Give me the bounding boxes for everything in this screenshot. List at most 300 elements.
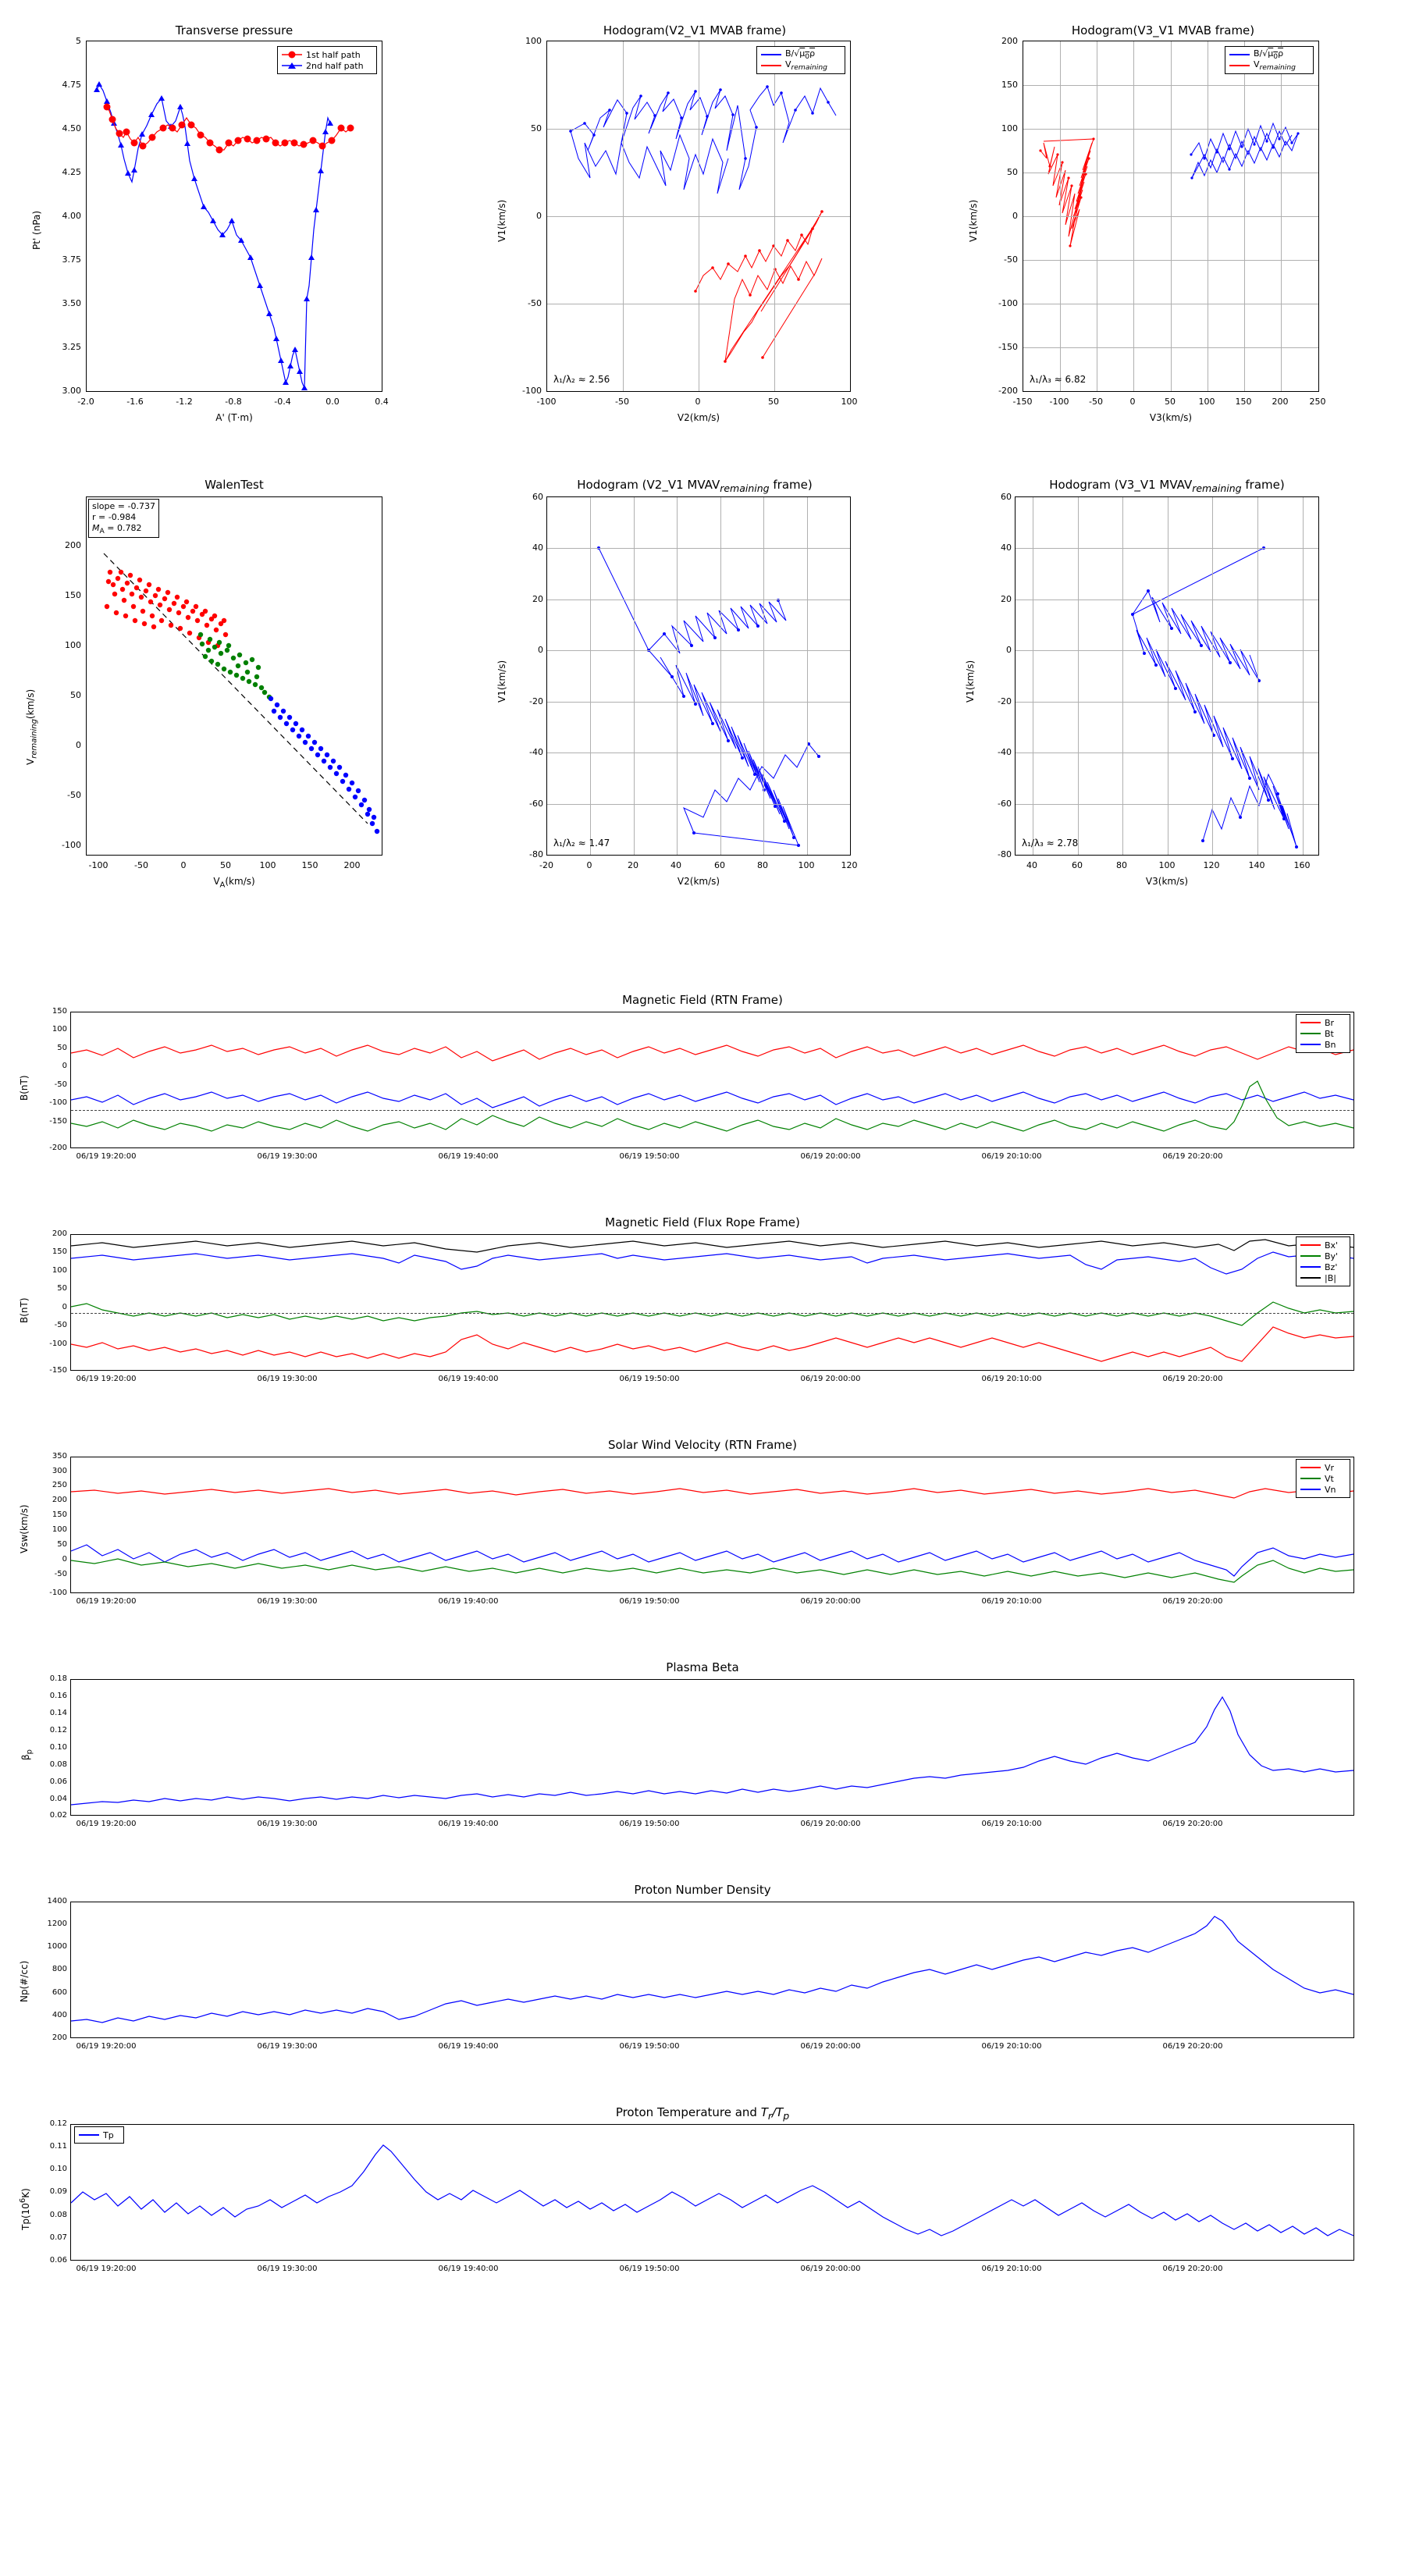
y-tick: 100	[52, 1025, 67, 1034]
y-tick: -20	[998, 696, 1012, 706]
gridline	[1023, 260, 1318, 261]
legend-swatch	[1300, 1489, 1321, 1490]
y-tick: 0.06	[49, 1777, 67, 1786]
gridline	[1023, 347, 1318, 348]
legend-swatch	[1229, 54, 1250, 55]
x-tick: 0.4	[375, 397, 389, 407]
x-tick: -1.6	[126, 397, 144, 407]
legend-label: 1st half path	[306, 49, 361, 60]
x-tick: 06/19 19:30:00	[257, 1152, 318, 1161]
y-tick: 0	[536, 211, 542, 221]
y-tick: 200	[65, 540, 81, 550]
legend-label: Tp	[103, 2129, 114, 2140]
plot-area	[70, 2124, 1354, 2261]
fit-ma: $M_A = 0.782$	[92, 522, 142, 535]
y-tick: -100	[998, 298, 1018, 308]
y-tick: 50	[531, 123, 542, 133]
x-tick: 06/19 19:20:00	[76, 1375, 137, 1383]
x-tick: 40	[1026, 860, 1037, 870]
x-tick: 250	[1309, 397, 1326, 407]
y-tick: -50	[54, 1080, 67, 1089]
y-tick: -50	[1004, 254, 1018, 265]
x-tick: 06/19 20:20:00	[1162, 1152, 1223, 1161]
y-tick: 150	[52, 1247, 67, 1256]
y-tick: -150	[49, 1117, 67, 1126]
eigenvalue-ratio-annotation: λ₁/λ₃ ≈ 2.78	[1022, 838, 1079, 849]
y-tick: 0.16	[49, 1692, 67, 1700]
panel-title: Magnetic Field (RTN Frame)	[622, 993, 783, 1007]
x-tick: -1.2	[176, 397, 193, 407]
plot-area	[546, 496, 851, 856]
y-tick: -80	[529, 849, 543, 859]
panel-hodogram-v3v1-mvab	[937, 0, 1405, 453]
x-tick: 06/19 19:30:00	[257, 1375, 318, 1383]
y-tick: -100	[62, 840, 81, 850]
gridline	[1303, 497, 1304, 855]
legend	[1296, 1236, 1350, 1286]
y-tick: 0.08	[49, 1760, 67, 1769]
legend-label: Bz'	[1325, 1261, 1338, 1272]
gridline	[547, 548, 850, 549]
x-tick: -50	[615, 397, 629, 407]
panel-proton-temperature	[0, 2096, 1405, 2322]
legend-swatch	[761, 54, 781, 55]
x-tick: 06/19 20:00:00	[800, 1820, 861, 1828]
x-tick: 06/19 20:00:00	[800, 1152, 861, 1161]
legend-label: $V_{remaining}$	[785, 59, 827, 73]
y-tick: 0.02	[49, 1811, 67, 1820]
zero-reference-line	[71, 1110, 1353, 1111]
y-tick: 200	[52, 1496, 67, 1504]
x-tick: 06/19 20:10:00	[981, 1597, 1042, 1606]
legend-label: 2nd half path	[306, 60, 364, 71]
x-tick: 06/19 20:20:00	[1162, 1820, 1223, 1828]
y-tick: 0.11	[49, 2142, 67, 2151]
y-tick: 0	[76, 740, 81, 750]
x-tick: 80	[757, 860, 768, 870]
x-tick: 06/19 20:10:00	[981, 2265, 1042, 2273]
x-tick: 50	[768, 397, 779, 407]
x-tick: 150	[1235, 397, 1252, 407]
x-tick: 06/19 19:40:00	[438, 1152, 499, 1161]
gridline	[763, 497, 764, 855]
legend-label: Bt	[1325, 1028, 1334, 1039]
y-tick: 0	[1006, 645, 1012, 655]
y-tick: -40	[998, 747, 1012, 757]
x-tick: -50	[134, 860, 148, 870]
x-tick: 06/19 20:00:00	[800, 2265, 861, 2273]
y-tick: 0.14	[49, 1709, 67, 1717]
y-axis-label: B(nT)	[19, 1075, 30, 1101]
x-tick: 0	[586, 860, 592, 870]
x-tick: -100	[536, 397, 557, 407]
x-tick: 120	[841, 860, 858, 870]
eigenvalue-ratio-annotation: λ₁/λ₂ ≈ 1.47	[553, 838, 610, 849]
legend-label: $B/√\mu_0\rho$	[1254, 48, 1284, 62]
y-tick: 200	[52, 1229, 67, 1238]
plot-area	[70, 1457, 1354, 1593]
y-tick: 0.12	[49, 1726, 67, 1735]
plot-area	[70, 1679, 1354, 1816]
x-tick: 06/19 20:10:00	[981, 1820, 1042, 1828]
gridline	[1212, 497, 1213, 855]
y-tick: 0	[1012, 211, 1018, 221]
y-tick: 50	[1007, 167, 1018, 177]
legend-label: Vr	[1325, 1462, 1335, 1473]
y-tick: -40	[529, 747, 543, 757]
y-tick: -50	[67, 790, 81, 800]
x-tick: -100	[1049, 397, 1069, 407]
y-tick: 4.25	[62, 167, 81, 177]
x-tick: 160	[1293, 860, 1311, 870]
y-tick: 0.18	[49, 1674, 67, 1683]
legend	[1225, 46, 1314, 74]
y-tick: 60	[1001, 492, 1012, 502]
legend-label: Vn	[1325, 1484, 1336, 1495]
x-tick: 80	[1116, 860, 1127, 870]
transverse-pressure-series	[87, 41, 382, 391]
x-tick: 0	[180, 860, 187, 870]
panel-title: WalenTest	[205, 478, 264, 492]
y-tick: 250	[52, 1481, 67, 1489]
gridline	[547, 129, 850, 130]
x-axis-label: V2(km/s)	[677, 876, 720, 887]
y-tick: -100	[49, 1589, 67, 1597]
x-tick: -100	[88, 860, 108, 870]
x-tick: 150	[301, 860, 318, 870]
x-tick: 06/19 19:40:00	[438, 1820, 499, 1828]
y-tick: -80	[998, 849, 1012, 859]
x-tick: 06/19 19:30:00	[257, 1597, 318, 1606]
x-tick: 120	[1203, 860, 1220, 870]
legend-swatch	[1300, 1478, 1321, 1479]
plot-area	[1023, 41, 1319, 392]
legend-swatch	[1300, 1022, 1321, 1023]
y-tick: 3.25	[62, 342, 81, 352]
gridline	[807, 497, 808, 855]
y-axis-label: B(nT)	[19, 1297, 30, 1323]
gridline	[547, 216, 850, 217]
y-tick: 400	[52, 2011, 67, 2019]
x-tick: 06/19 20:20:00	[1162, 1597, 1223, 1606]
gridline	[1016, 804, 1318, 805]
y-tick: 50	[70, 690, 81, 700]
y-tick: 3.50	[62, 298, 81, 308]
legend-swatch	[79, 2134, 99, 2136]
y-tick: 100	[52, 1525, 67, 1534]
y-tick: 800	[52, 1965, 67, 1973]
x-tick: 06/19 20:20:00	[1162, 1375, 1223, 1383]
x-tick: 0.0	[325, 397, 340, 407]
density-trace	[71, 1902, 1353, 2037]
x-tick: 06/19 19:40:00	[438, 1375, 499, 1383]
x-tick: -50	[1089, 397, 1103, 407]
legend-swatch	[1300, 1244, 1321, 1246]
plot-area	[546, 41, 851, 392]
x-axis-label: $V_A(km/s)$	[213, 876, 255, 890]
panel-title: Proton Number Density	[634, 1883, 771, 1897]
y-axis-label: Vsw(km/s)	[19, 1504, 30, 1553]
gridline	[1023, 85, 1318, 86]
flux-rope-traces	[71, 1235, 1353, 1370]
x-tick: -0.4	[274, 397, 291, 407]
legend-label: Vt	[1325, 1473, 1334, 1484]
x-tick: 06/19 19:40:00	[438, 2265, 499, 2273]
y-axis-label: V1(km/s)	[965, 660, 976, 703]
x-tick: 06/19 19:50:00	[619, 2042, 680, 2051]
fit-statistics-box	[88, 499, 159, 538]
x-tick: 06/19 19:50:00	[619, 2265, 680, 2273]
y-tick: 100	[65, 640, 81, 650]
x-tick: 06/19 19:50:00	[619, 1152, 680, 1161]
y-tick: 50	[57, 1540, 67, 1549]
legend-swatch	[1300, 1467, 1321, 1468]
y-tick: -20	[529, 696, 543, 706]
legend-swatch	[1300, 1266, 1321, 1268]
x-tick: 06/19 20:20:00	[1162, 2042, 1223, 2051]
legend	[1296, 1014, 1350, 1053]
y-axis-label: $\beta_p$	[20, 1749, 34, 1760]
legend-label: By'	[1325, 1251, 1339, 1261]
x-tick: 06/19 19:40:00	[438, 2042, 499, 2051]
x-tick: 200	[1272, 397, 1289, 407]
y-tick: 100	[52, 1266, 67, 1275]
y-tick: 100	[1001, 123, 1018, 133]
x-tick: 100	[1198, 397, 1215, 407]
x-tick: 06/19 19:20:00	[76, 1597, 137, 1606]
y-tick: -100	[522, 386, 542, 396]
panel-title: Plasma Beta	[666, 1660, 739, 1674]
x-tick: 60	[1072, 860, 1083, 870]
panel-title: Hodogram(V2_V1 MVAB frame)	[603, 23, 787, 37]
y-tick: 0.10	[49, 2165, 67, 2173]
panel-title: Proton Temperature and $T_r/T_p$	[615, 2105, 790, 2122]
gridline	[1122, 497, 1123, 855]
gridline	[547, 702, 850, 703]
gridline	[1016, 702, 1318, 703]
y-tick: 0.09	[49, 2187, 67, 2196]
y-tick: 4.00	[62, 211, 81, 221]
x-tick: -2.0	[77, 397, 94, 407]
y-tick: 0	[62, 1555, 67, 1564]
y-tick: 300	[52, 1467, 67, 1475]
zero-reference-line	[71, 1313, 1353, 1314]
x-tick: 06/19 19:20:00	[76, 2265, 137, 2273]
hodogram-traces	[1016, 497, 1318, 855]
gridline	[634, 497, 635, 855]
panel-transverse-pressure	[0, 0, 468, 453]
x-tick: -150	[1012, 397, 1033, 407]
legend-label: Br	[1325, 1017, 1335, 1028]
plot-area	[1015, 496, 1319, 856]
x-tick: 06/19 20:20:00	[1162, 2265, 1223, 2273]
y-tick: 150	[52, 1510, 67, 1519]
plot-area	[86, 496, 382, 856]
legend-swatch	[1300, 1044, 1321, 1045]
y-tick: -200	[49, 1144, 67, 1152]
y-tick: -100	[49, 1098, 67, 1107]
legend-label: Bn	[1325, 1039, 1336, 1050]
gridline	[547, 804, 850, 805]
y-tick: -50	[54, 1570, 67, 1578]
y-tick: -150	[49, 1366, 67, 1375]
y-tick: 4.50	[62, 123, 81, 133]
y-tick: 0.07	[49, 2233, 67, 2242]
y-tick: -150	[998, 342, 1018, 352]
temperature-trace	[71, 2125, 1353, 2260]
panel-magnetic-field-flux-rope	[0, 1206, 1405, 1417]
x-tick: 20	[628, 860, 638, 870]
legend-label: Bx'	[1325, 1240, 1339, 1251]
gridline	[1016, 548, 1318, 549]
y-tick: 0	[62, 1303, 67, 1311]
legend-swatch	[1300, 1255, 1321, 1257]
y-tick: 150	[1001, 80, 1018, 90]
y-tick: -50	[528, 298, 542, 308]
y-tick: 0.12	[49, 2119, 67, 2128]
y-tick: 50	[57, 1284, 67, 1293]
panel-magnetic-field-rtn	[0, 984, 1405, 1194]
legend-marker-triangle	[282, 61, 302, 70]
y-tick: 0.04	[49, 1795, 67, 1803]
panel-title: Solar Wind Velocity (RTN Frame)	[608, 1438, 797, 1452]
legend-marker-circle	[282, 50, 302, 59]
x-tick: 06/19 19:20:00	[76, 2042, 137, 2051]
x-tick: 60	[714, 860, 725, 870]
legend	[74, 2126, 124, 2144]
x-tick: 06/19 20:00:00	[800, 1375, 861, 1383]
y-tick: 150	[65, 590, 81, 600]
y-tick: 0	[62, 1062, 67, 1070]
hodogram-traces	[547, 497, 850, 855]
velocity-traces	[71, 1457, 1353, 1592]
x-tick: 06/19 19:50:00	[619, 1820, 680, 1828]
y-tick: 5	[76, 36, 81, 46]
legend-label: $B/√\mu_0\rho$	[785, 48, 816, 62]
x-tick: 06/19 19:20:00	[76, 1820, 137, 1828]
x-axis-label: A' (T·m)	[215, 412, 253, 423]
x-tick: 50	[220, 860, 231, 870]
plot-area	[70, 1012, 1354, 1148]
y-axis-label: V1(km/s)	[496, 660, 507, 703]
y-tick: -100	[49, 1340, 67, 1348]
legend-swatch	[1229, 65, 1250, 66]
legend	[756, 46, 845, 74]
gridline	[1023, 129, 1318, 130]
plasma-beta-trace	[71, 1680, 1353, 1815]
y-tick: -60	[998, 799, 1012, 809]
y-axis-label: Np(#/cc)	[19, 1960, 30, 2002]
y-tick: 40	[1001, 543, 1012, 553]
x-tick: 06/19 19:50:00	[619, 1597, 680, 1606]
x-tick: 0	[695, 397, 701, 407]
x-tick: 06/19 19:20:00	[76, 1152, 137, 1161]
y-tick: 200	[52, 2033, 67, 2042]
panel-title: Hodogram(V3_V1 MVAB frame)	[1071, 23, 1255, 37]
y-tick: -200	[998, 386, 1018, 396]
y-axis-label: V1(km/s)	[496, 199, 507, 242]
gridline	[720, 497, 721, 855]
x-tick: 06/19 20:00:00	[800, 2042, 861, 2051]
x-tick: 100	[259, 860, 276, 870]
y-tick: -50	[54, 1321, 67, 1329]
y-tick: 350	[52, 1452, 67, 1461]
plot-area	[70, 1902, 1354, 2038]
y-tick: 50	[57, 1044, 67, 1052]
y-tick: 1200	[47, 1920, 67, 1928]
gridline	[590, 497, 591, 855]
eigenvalue-ratio-annotation: λ₁/λ₃ ≈ 6.82	[1030, 374, 1087, 385]
legend-swatch	[1300, 1277, 1321, 1279]
y-axis-label: $Tp(10^6K)$	[19, 2188, 31, 2230]
panel-title: Hodogram (V3_V1 $MVAV_{remaining}$ frame)	[1049, 478, 1285, 494]
eigenvalue-ratio-annotation: λ₁/λ₂ ≈ 2.56	[553, 374, 610, 385]
y-tick: 3.00	[62, 386, 81, 396]
x-tick: 06/19 20:10:00	[981, 1152, 1042, 1161]
x-tick: 06/19 20:10:00	[981, 1375, 1042, 1383]
x-tick: 06/19 19:30:00	[257, 2042, 318, 2051]
panel-walen-test	[0, 453, 468, 921]
x-tick: -20	[539, 860, 553, 870]
x-tick: 06/19 20:00:00	[800, 1597, 861, 1606]
y-tick: 150	[52, 1007, 67, 1016]
y-tick: 20	[532, 594, 543, 604]
x-tick: -0.8	[225, 397, 242, 407]
rtn-traces	[71, 1012, 1353, 1147]
y-axis-label: $V_{remaining}(km/s)$	[25, 688, 39, 765]
y-tick: 0.10	[49, 1743, 67, 1752]
panel-title: Hodogram (V2_V1 $MVAV_{remaining}$ frame)	[577, 478, 813, 494]
legend-label: $V_{remaining}$	[1254, 59, 1296, 73]
x-tick: 100	[1158, 860, 1176, 870]
y-tick: 40	[532, 543, 543, 553]
panel-solar-wind-velocity	[0, 1429, 1405, 1639]
x-tick: 140	[1248, 860, 1265, 870]
fit-r: r = -0.984	[92, 511, 137, 522]
panel-hodogram-v3v1-mvav	[937, 453, 1405, 921]
x-tick: 100	[798, 860, 815, 870]
y-tick: 4.75	[62, 80, 81, 90]
y-tick: -60	[529, 799, 543, 809]
y-tick: 20	[1001, 594, 1012, 604]
gridline	[1023, 216, 1318, 217]
gridline	[1016, 650, 1318, 651]
x-tick: 200	[343, 860, 361, 870]
x-tick: 100	[841, 397, 858, 407]
y-tick: 1000	[47, 1942, 67, 1951]
panel-hodogram-v2v1-mvav	[468, 453, 937, 921]
legend-swatch	[1300, 1033, 1321, 1034]
panel-title: Transverse pressure	[175, 23, 293, 37]
x-tick: 0	[1129, 397, 1136, 407]
walen-scatter	[87, 497, 382, 855]
gridline	[547, 650, 850, 651]
y-tick: 0.08	[49, 2211, 67, 2219]
gridline	[1078, 497, 1079, 855]
panel-title: Magnetic Field (Flux Rope Frame)	[605, 1215, 800, 1229]
x-tick: 06/19 20:10:00	[981, 2042, 1042, 2051]
y-tick: 0	[538, 645, 543, 655]
y-tick: 1400	[47, 1897, 67, 1905]
legend-swatch	[761, 65, 781, 66]
x-tick: 06/19 19:50:00	[619, 1375, 680, 1383]
x-tick: 40	[670, 860, 681, 870]
x-tick: 06/19 19:30:00	[257, 1820, 318, 1828]
legend	[277, 46, 377, 74]
y-axis-label: Pt' (nPa)	[31, 210, 42, 250]
panel-plasma-beta	[0, 1651, 1405, 1862]
plot-area	[86, 41, 382, 392]
